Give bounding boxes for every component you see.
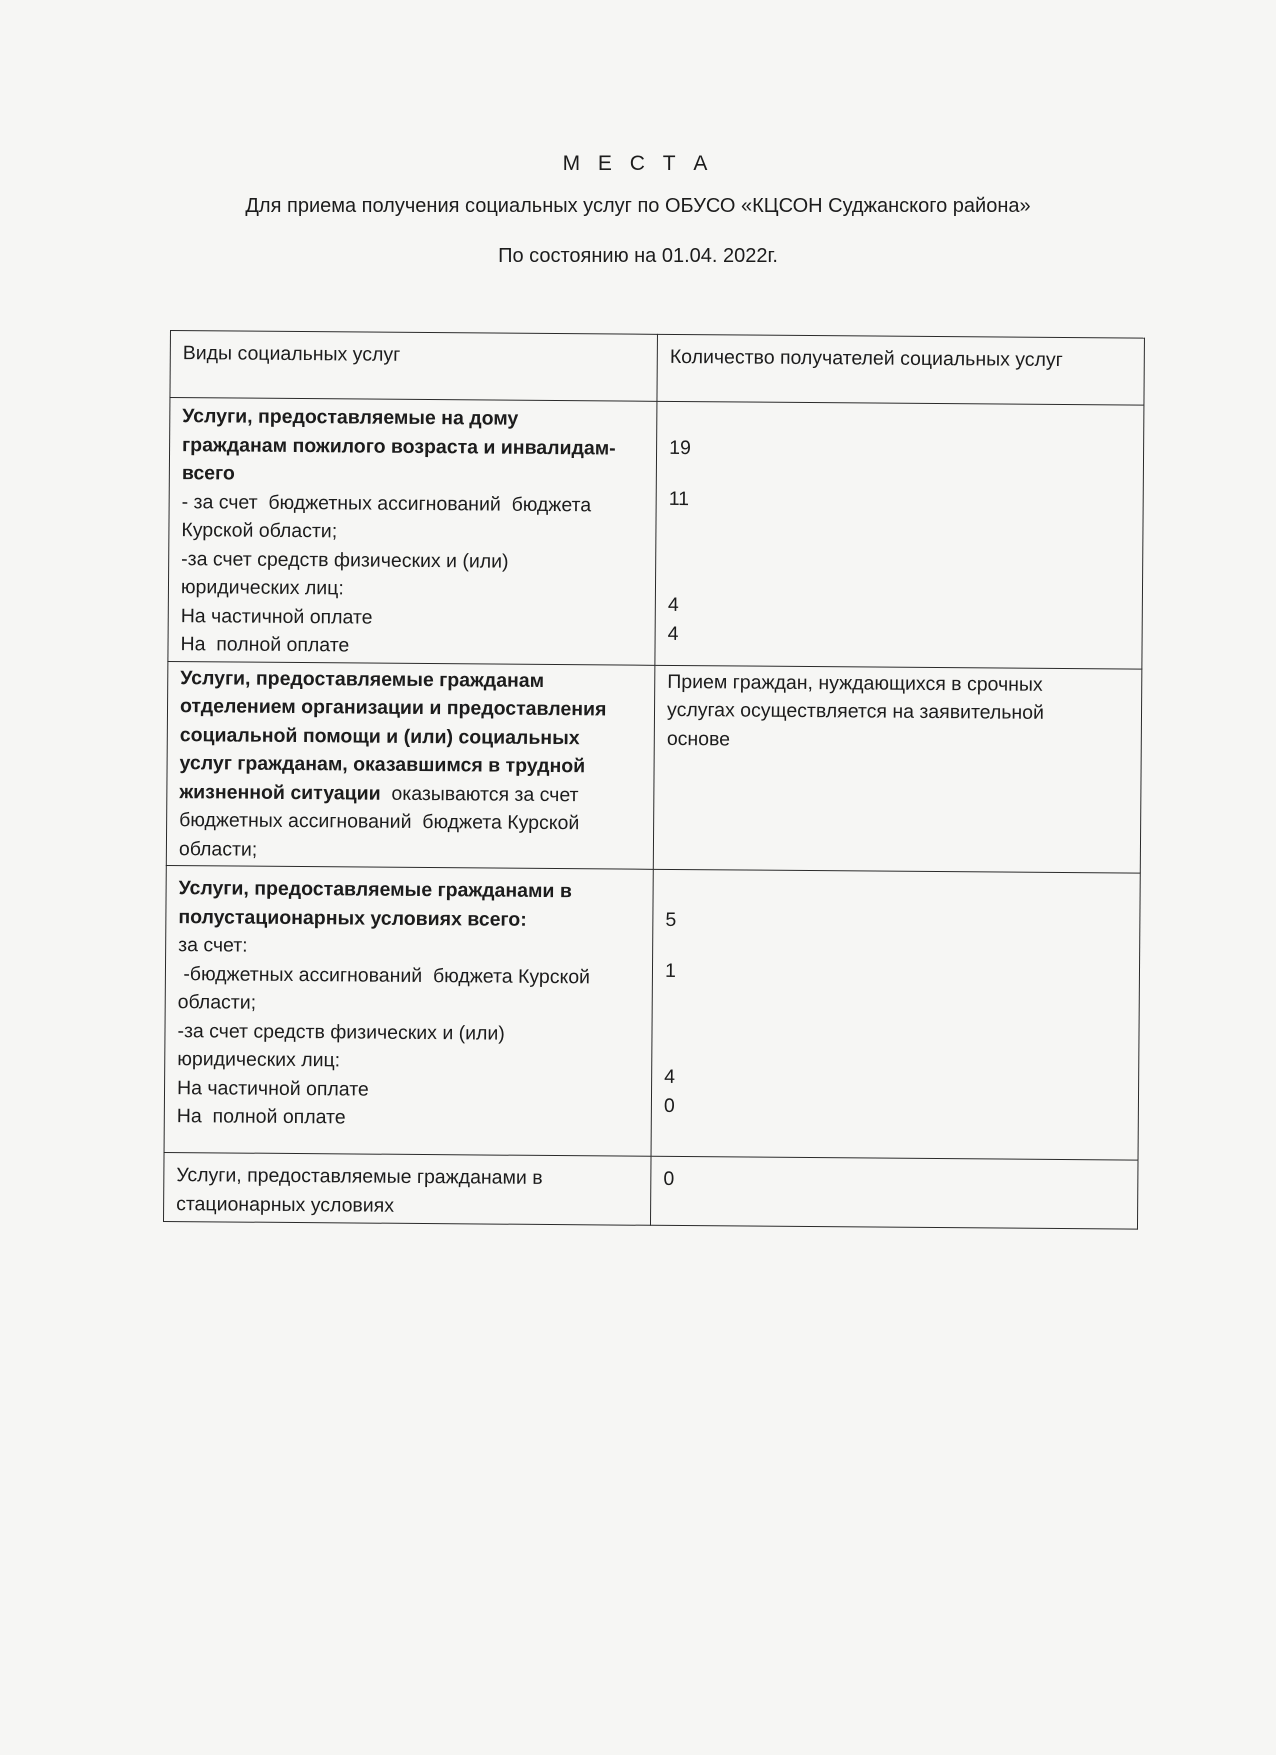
semi-stationary-description <box>164 865 653 1156</box>
semi-full-label: На полной оплате <box>176 1105 346 1129</box>
urgent-bold-line: Услуги, предоставляемые гражданам <box>180 666 545 692</box>
home-title-line: Услуги, предоставляемые на дому <box>182 405 519 430</box>
home-private-line: юридических лиц: <box>180 576 344 600</box>
urgent-note-line: Прием граждан, нуждающихся в срочных <box>667 670 1043 696</box>
home-full-label: На полной оплате <box>180 633 350 657</box>
table-row-urgent-services <box>166 661 1142 873</box>
home-title-line: всего <box>181 462 235 485</box>
semi-budget-line: -бюджетных ассигнований бюджета Курской <box>177 962 591 988</box>
services-table <box>163 330 1145 1230</box>
semi-title-line: полустационарных условиях всего: <box>178 905 527 931</box>
urgent-bold-line: социальной помощи и (или) социальных <box>179 723 580 749</box>
table-row-home-services <box>168 398 1144 669</box>
semi-total-value: 5 <box>665 908 677 931</box>
urgent-bold-line: услуг гражданам, оказавшимся в трудной <box>179 752 586 778</box>
home-budget-line: Курской области; <box>181 519 338 543</box>
semi-partial-label: На частичной оплате <box>176 1076 369 1101</box>
semi-private-line: -за счет средств физических и (или) <box>177 1019 505 1045</box>
home-budget-line: - за счет бюджетных ассигнований бюджета <box>181 490 592 516</box>
urgent-bold-tail: жизненной ситуации <box>179 780 381 805</box>
home-partial-value: 4 <box>667 593 679 617</box>
urgent-services-description <box>166 661 655 869</box>
urgent-normal-line: бюджетных ассигнований бюджета Курской <box>179 809 580 835</box>
stationary-description <box>163 1152 651 1225</box>
table-row-semi-stationary <box>164 865 1140 1160</box>
home-services-values <box>655 401 1144 668</box>
urgent-note-line: основе <box>666 727 731 750</box>
header-service-types: Виды социальных услуг <box>170 331 658 402</box>
semi-partial-value: 4 <box>664 1065 676 1088</box>
home-private-line: -за счет средств физических и (или) <box>181 547 509 573</box>
header-recipients-count: Количество получателей социальных услуг <box>657 334 1144 405</box>
home-budget-value: 11 <box>668 487 690 510</box>
home-partial-label: На частичной оплате <box>180 604 373 629</box>
document-date: По состоянию на 01.04. 2022г. <box>498 245 778 267</box>
table-row-stationary <box>163 1152 1138 1229</box>
stationary-value: 0 <box>651 1156 1138 1229</box>
urgent-mixed-line <box>179 778 643 810</box>
semi-budget-line: области; <box>177 991 257 1014</box>
urgent-bold-line: отделением организации и предоставления <box>179 695 607 721</box>
semi-stationary-values <box>651 869 1140 1160</box>
urgent-normal-line: области; <box>178 837 258 861</box>
table-header-row <box>170 331 1144 406</box>
document-title: М Е С Т А <box>562 152 714 175</box>
semi-source-label: за счет: <box>178 934 248 957</box>
semi-private-line: юридических лиц: <box>177 1048 341 1072</box>
urgent-normal-tail: оказываются за счет <box>380 782 579 806</box>
urgent-note-line: услугах осуществляется на заявительной <box>667 698 1045 724</box>
stationary-line: стационарных условиях <box>176 1192 395 1217</box>
home-full-value: 4 <box>667 622 679 645</box>
urgent-services-note <box>653 665 1142 873</box>
semi-full-value: 0 <box>663 1094 675 1117</box>
semi-title-line: Услуги, предоставляемые гражданами в <box>178 877 572 903</box>
home-total-value: 19 <box>669 436 691 460</box>
semi-budget-value: 1 <box>664 959 676 982</box>
home-title-line: гражданам пожилого возраста и инвалидам- <box>182 433 616 460</box>
stationary-line: Услуги, предоставляемые гражданами в <box>176 1164 543 1189</box>
home-services-description <box>168 398 657 665</box>
document-subtitle: Для приема получения социальных услуг по ОБУСО «КЦСОН Суджанского района» <box>245 195 1031 217</box>
